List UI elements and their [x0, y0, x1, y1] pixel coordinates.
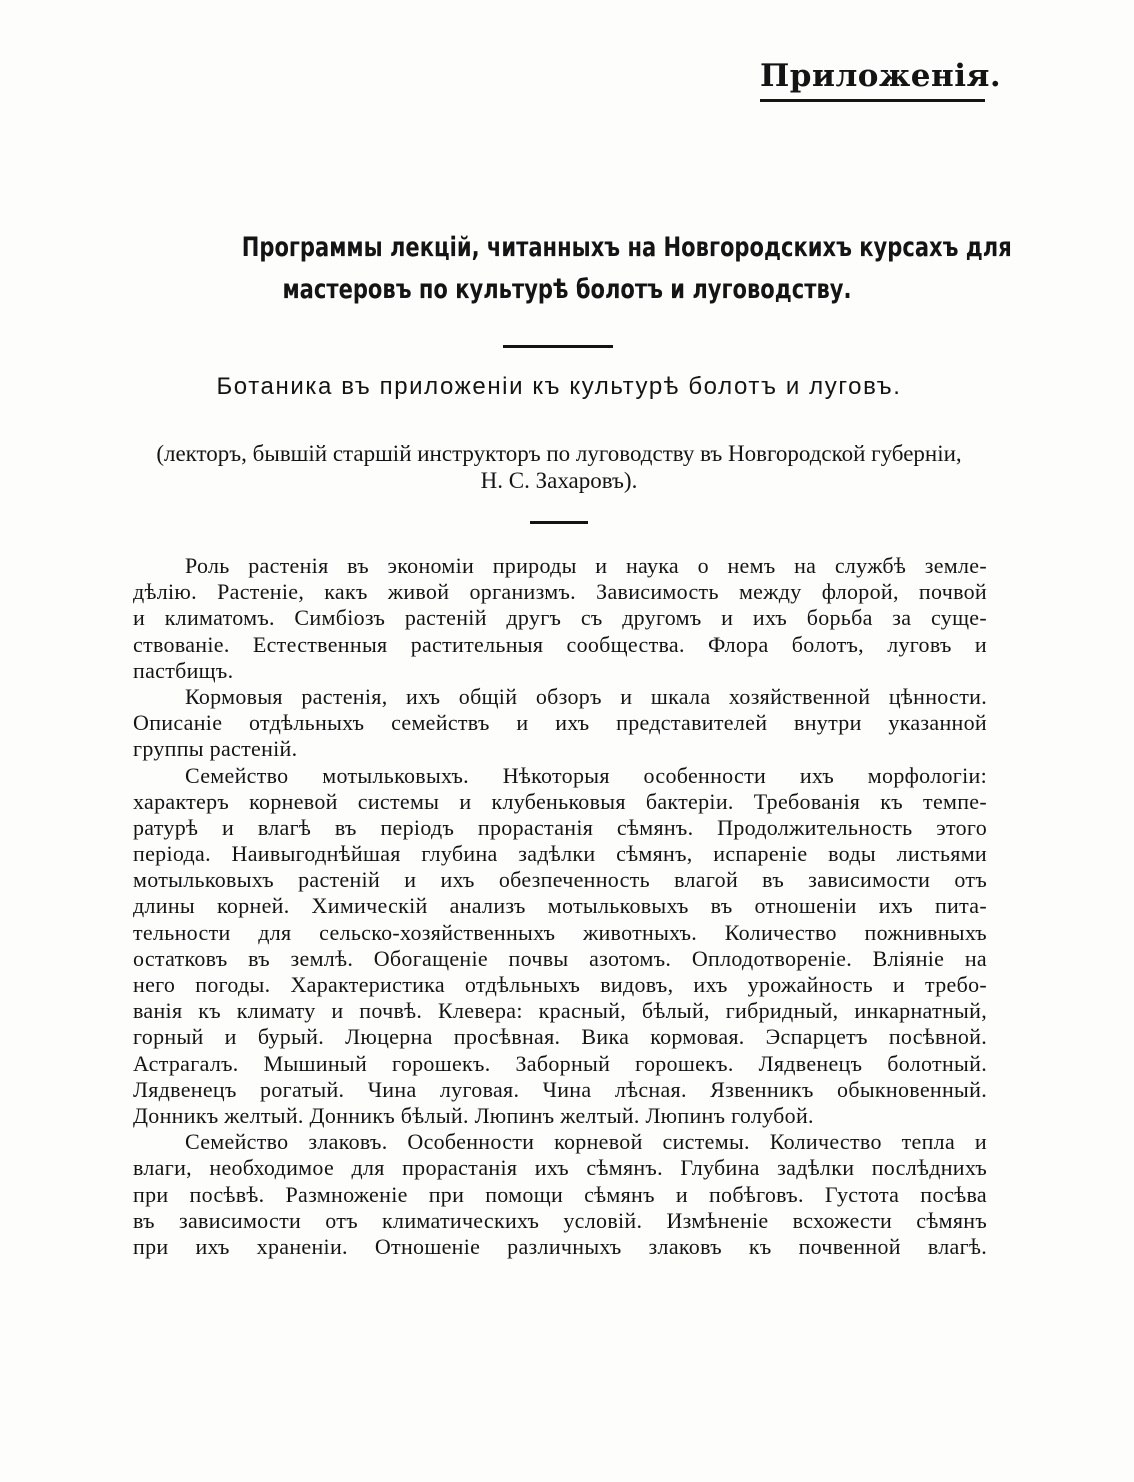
body-text [133, 553, 987, 1260]
text-line: при посѣвѣ. Размноженіе при помощи сѣмянъ и побѣговъ. Густота посѣва [133, 1181, 987, 1207]
title-line: мастеровъ по культурѣ болотъ и луговодству. [282, 274, 852, 305]
text-line: влаги, необходимое для прорастанія ихъ сѣмянъ. Глубина задѣлки послѣднихъ [133, 1155, 987, 1181]
divider [503, 345, 613, 348]
text-line: Лядвенецъ рогатый. Чина луговая. Чина лѣсная. Язвенникъ обыкновенный. [133, 1076, 987, 1102]
text-line: дѣлію. Растеніе, какъ живой организмъ. Зависимость между флорой, почвой [133, 579, 987, 605]
text-line: группы растеній. [133, 736, 298, 762]
text-line: при ихъ храненіи. Отношеніе различныхъ злаковъ къ почвенной влагѣ. [133, 1233, 987, 1259]
text-line: горный и бурый. Люцерна просѣвная. Вика кормовая. Эспарцетъ посѣвной. [133, 1024, 987, 1050]
text-line: пастбищъ. [133, 657, 234, 683]
page-title [241, 227, 1012, 311]
divider [530, 521, 588, 524]
text-line: ствованіе. Естественныя растительныя сообщества. Флора болотъ, луговъ и [133, 631, 987, 657]
text-line: періода. Наивыгоднѣйшая глубина задѣлки сѣмянъ, испареніе воды листьями [133, 841, 987, 867]
section-heading: Приложенія. [760, 58, 985, 102]
text-line: Кормовыя растенія, ихъ общій обзоръ и шкала хозяйственной цѣнности. [185, 683, 987, 709]
lecturer-note [128, 440, 990, 494]
text-line: мотыльковыхъ растеній и ихъ обезпеченность влагой въ зависимости отъ [133, 867, 987, 893]
text-line: Семейство мотыльковыхъ. Нѣкоторыя особенности ихъ морфологіи: [185, 762, 987, 788]
text-line: Астрагалъ. Мышиный горошекъ. Заборный горошекъ. Лядвенецъ болотный. [133, 1050, 987, 1076]
title-line: Программы лекцій, читанныхъ на Новгородскихъ курсахъ для [241, 232, 1012, 263]
text-line: Роль растенія въ экономіи природы и наука о немъ на службѣ земле- [185, 553, 987, 578]
text-line: Семейство злаковъ. Особенности корневой системы. Количество тепла и [185, 1129, 987, 1155]
text-line: ратурѣ и влагѣ въ періодъ прорастанія сѣмянъ. Продолжительность этого [133, 814, 987, 840]
text-line: и климатомъ. Симбіозъ растеній другъ съ другомъ и ихъ борьба за суще- [133, 605, 987, 631]
text-line: остатковъ въ землѣ. Обогащеніе почвы азотомъ. Оплодотвореніе. Вліяніе на [133, 945, 987, 971]
text-line: Описаніе отдѣльныхъ семействъ и ихъ представителей внутри указанной [133, 710, 987, 736]
subtitle: Ботаника въ приложеніи къ культурѣ болотъ и луговъ. [216, 373, 902, 400]
text-line: тельности для сельско-хозяйственныхъ животныхъ. Количество пожнивныхъ [133, 919, 987, 945]
text-line: ванія къ климату и почвѣ. Клевера: красный, бѣлый, гибридный, инкарнатный, [133, 998, 987, 1024]
text-line: характеръ корневой системы и клубеньковыя бактеріи. Требованія къ темпе- [133, 788, 987, 814]
lecturer-line: Н. С. Захаровъ). [480, 468, 638, 493]
text-line: длины корней. Химическій анализъ мотыльковыхъ въ отношеніи ихъ пита- [133, 893, 987, 919]
text-line: него погоды. Характеристика отдѣльныхъ видовъ, ихъ урожайность и требо- [133, 972, 987, 997]
text-line: въ зависимости отъ климатическихъ условій. Измѣненіе всхожести сѣмянъ [133, 1207, 987, 1233]
lecturer-line: (лекторъ, бывшій старшій инструкторъ по луговодству въ Новгородской губерніи, [156, 441, 962, 466]
text-line: Донникъ желтый. Донникъ бѣлый. Люпинъ желтый. Люпинъ голубой. [133, 1102, 814, 1128]
